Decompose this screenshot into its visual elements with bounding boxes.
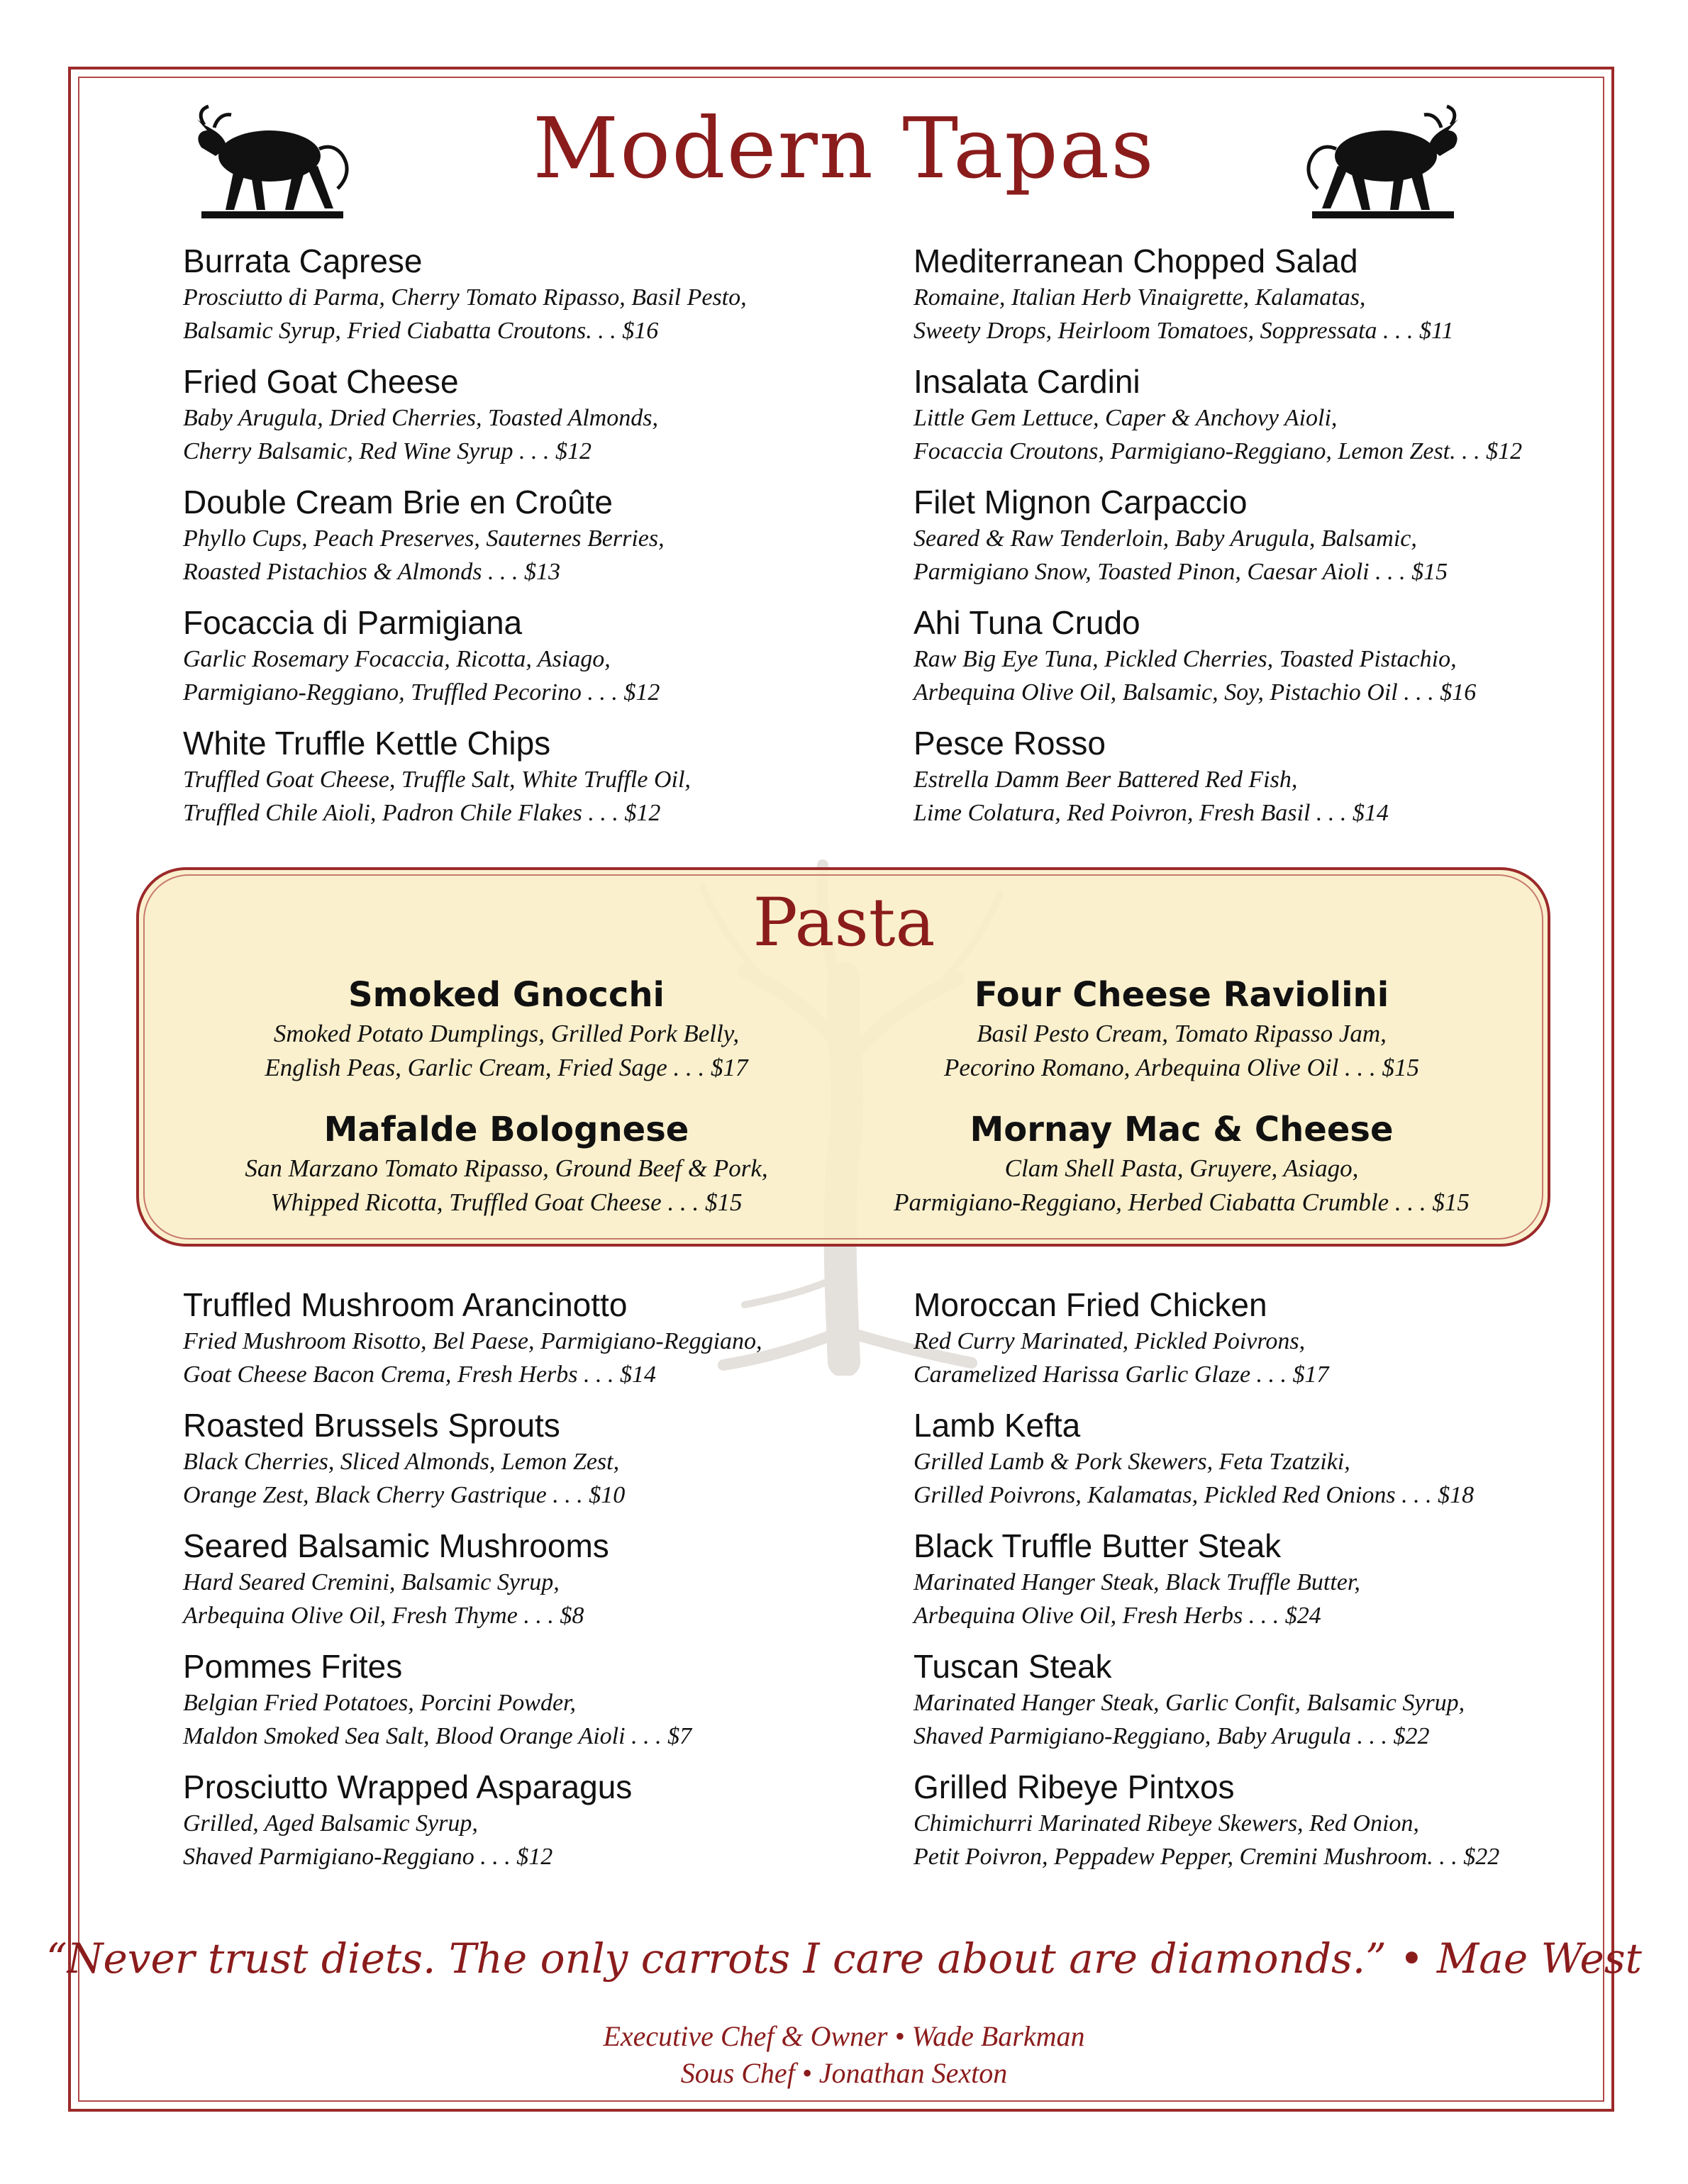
item-description: Goat Cheese Bacon Crema, Fresh Herbs . . . $14 [183, 1361, 657, 1388]
menu-item [183, 1405, 892, 1526]
item-description: Arbequina Olive Oil, Balsamic, Soy, Pistachio Oil . . . $16 [914, 679, 1477, 706]
item-description: Sweety Drops, Heirloom Tomatoes, Soppressata . . . $11 [914, 318, 1454, 344]
menu-item [914, 1647, 1623, 1767]
item-name: Insalata Cardini [914, 363, 1140, 400]
pasta-item [152, 973, 861, 1108]
item-description: Little Gem Lettuce, Caper & Anchovy Aioli, [914, 405, 1338, 431]
item-description: Arbequina Olive Oil, Fresh Thyme . . . $8 [183, 1603, 584, 1629]
tapas-top-left-column [183, 241, 892, 844]
item-name: Black Truffle Butter Steak [914, 1527, 1282, 1564]
item-description: Parmigiano Snow, Toasted Pinon, Caesar Aioli . . . $15 [914, 559, 1448, 585]
item-description: Orange Zest, Black Cherry Gastrique . . . $10 [183, 1482, 626, 1508]
item-description: Shaved Parmigiano-Reggiano, Baby Arugula . . . $22 [914, 1723, 1430, 1749]
item-description: Grilled Poivrons, Kalamatas, Pickled Red Onions . . . $18 [914, 1482, 1475, 1508]
item-name: Mafalde Bolognese [323, 1110, 689, 1149]
item-description: Raw Big Eye Tuna, Pickled Cherries, Toasted Pistachio, [914, 646, 1457, 672]
pasta-item [152, 1108, 861, 1242]
item-name: Pesce Rosso [914, 725, 1106, 762]
quote: “Never trust diets. The only carrots I care about are diamonds.” • Mae West [46, 1934, 1642, 1983]
item-description: Balsamic Syrup, Fried Ciabatta Croutons. . . $16 [183, 318, 659, 344]
pasta-right-column [827, 973, 1536, 1242]
item-description: Fried Mushroom Risotto, Bel Paese, Parmigiano-Reggiano, [183, 1328, 762, 1354]
menu-item [914, 603, 1623, 723]
menu-item [914, 1767, 1623, 1888]
pasta-item [827, 1108, 1536, 1242]
item-description: Baby Arugula, Dried Cherries, Toasted Almonds, [183, 405, 658, 431]
item-name: Burrata Caprese [183, 243, 423, 279]
item-description: Cherry Balsamic, Red Wine Syrup . . . $12 [183, 438, 592, 464]
item-description: Lime Colatura, Red Poivron, Fresh Basil . . . $14 [914, 800, 1389, 826]
item-name: Filet Mignon Carpaccio [914, 484, 1248, 520]
item-description: Petit Poivron, Peppadew Pepper, Cremini Mushroom. . . $22 [914, 1844, 1500, 1870]
item-description: Parmigiano-Reggiano, Herbed Ciabatta Crumble . . . $15 [894, 1188, 1470, 1216]
item-description: Clam Shell Pasta, Gruyere, Asiago, [1004, 1154, 1359, 1182]
item-description: Belgian Fried Potatoes, Porcini Powder, [183, 1690, 576, 1716]
item-description: Garlic Rosemary Focaccia, Ricotta, Asiago, [183, 646, 611, 672]
item-name: Double Cream Brie en Croûte [183, 484, 613, 520]
menu-item [183, 723, 892, 844]
item-description: Black Cherries, Sliced Almonds, Lemon Zest, [183, 1449, 620, 1475]
item-description: Caramelized Harissa Garlic Glaze . . . $17 [914, 1361, 1329, 1388]
menu-item [914, 1285, 1623, 1405]
executive-chef-credit: Executive Chef & Owner • Wade Barkman [603, 2020, 1085, 2052]
menu-item [914, 362, 1623, 482]
menu-item [183, 1767, 892, 1888]
sous-chef-credit: Sous Chef • Jonathan Sexton [680, 2057, 1008, 2089]
item-name: Four Cheese Raviolini [974, 975, 1389, 1015]
item-description: Phyllo Cups, Peach Preserves, Sauternes Berries, [183, 525, 665, 552]
menu-item [183, 1285, 892, 1405]
menu-item [914, 482, 1623, 603]
item-name: Pommes Frites [183, 1648, 403, 1685]
item-name: Mornay Mac & Cheese [970, 1110, 1394, 1149]
tapas-bottom-right-column [914, 1285, 1623, 1888]
item-description: Marinated Hanger Steak, Black Truffle Butter, [914, 1569, 1360, 1595]
item-name: Ahi Tuna Crudo [914, 604, 1140, 641]
item-name: White Truffle Kettle Chips [183, 725, 551, 762]
item-name: Fried Goat Cheese [183, 363, 459, 400]
menu-item [183, 603, 892, 723]
menu-item [183, 1647, 892, 1767]
item-description: English Peas, Garlic Cream, Fried Sage . . . $17 [265, 1054, 748, 1081]
tapas-top-right-column [914, 241, 1623, 844]
item-name: Smoked Gnocchi [348, 975, 665, 1015]
pasta-left-column [152, 973, 861, 1242]
menu-item [914, 723, 1623, 844]
menu-item [183, 1526, 892, 1647]
item-description: San Marzano Tomato Ripasso, Ground Beef & Pork, [245, 1154, 768, 1182]
menu-item [183, 482, 892, 603]
menu-item [914, 1526, 1623, 1647]
item-name: Roasted Brussels Sprouts [183, 1407, 560, 1444]
item-description: Chimichurri Marinated Ribeye Skewers, Red Onion, [914, 1810, 1419, 1837]
menu-title: Modern Tapas [533, 99, 1155, 197]
item-description: Parmigiano-Reggiano, Truffled Pecorino . . . $12 [183, 679, 660, 706]
item-description: Marinated Hanger Steak, Garlic Confit, Balsamic Syrup, [914, 1690, 1465, 1716]
item-description: Whipped Ricotta, Truffled Goat Cheese . . . $15 [270, 1188, 743, 1216]
item-description: Basil Pesto Cream, Tomato Ripasso Jam, [977, 1020, 1387, 1047]
item-description: Focaccia Croutons, Parmigiano-Reggiano, Lemon Zest. . . $12 [914, 438, 1523, 464]
item-description: Seared & Raw Tenderloin, Baby Arugula, Balsamic, [914, 525, 1417, 552]
item-description: Arbequina Olive Oil, Fresh Herbs . . . $24 [914, 1603, 1321, 1629]
item-description: Smoked Potato Dumplings, Grilled Pork Belly, [273, 1020, 740, 1047]
item-name: Moroccan Fried Chicken [914, 1286, 1267, 1323]
item-description: Truffled Chile Aioli, Padron Chile Flakes . . . $12 [183, 800, 661, 826]
item-name: Focaccia di Parmigiana [183, 604, 523, 641]
item-description: Estrella Damm Beer Battered Red Fish, [914, 767, 1298, 793]
item-description: Shaved Parmigiano-Reggiano . . . $12 [183, 1844, 553, 1870]
item-name: Truffled Mushroom Arancinotto [183, 1286, 628, 1323]
item-description: Grilled Lamb & Pork Skewers, Feta Tzatziki, [914, 1449, 1350, 1475]
item-name: Lamb Kefta [914, 1407, 1081, 1444]
item-description: Truffled Goat Cheese, Truffle Salt, White Truffle Oil, [183, 767, 691, 793]
item-description: Romaine, Italian Herb Vinaigrette, Kalamatas, [914, 284, 1366, 311]
item-name: Mediterranean Chopped Salad [914, 243, 1358, 279]
item-description: Red Curry Marinated, Pickled Poivrons, [914, 1328, 1306, 1354]
tapas-bottom-left-column [183, 1285, 892, 1888]
item-name: Seared Balsamic Mushrooms [183, 1527, 609, 1564]
menu-item [183, 362, 892, 482]
pasta-item [827, 973, 1536, 1108]
item-name: Grilled Ribeye Pintxos [914, 1768, 1235, 1805]
item-description: Prosciutto di Parma, Cherry Tomato Ripasso, Basil Pesto, [183, 284, 747, 311]
menu-item [914, 241, 1623, 362]
item-description: Hard Seared Cremini, Balsamic Syrup, [183, 1569, 560, 1595]
item-description: Grilled, Aged Balsamic Syrup, [183, 1810, 478, 1837]
item-description: Pecorino Romano, Arbequina Olive Oil . . . $15 [943, 1054, 1420, 1081]
menu-item [914, 1405, 1623, 1526]
pasta-title: Pasta [753, 884, 935, 962]
menu-item [183, 241, 892, 362]
item-name: Tuscan Steak [914, 1648, 1112, 1685]
item-description: Maldon Smoked Sea Salt, Blood Orange Aioli . . . $7 [183, 1723, 692, 1749]
item-description: Roasted Pistachios & Almonds . . . $13 [183, 559, 561, 585]
item-name: Prosciutto Wrapped Asparagus [183, 1768, 633, 1805]
